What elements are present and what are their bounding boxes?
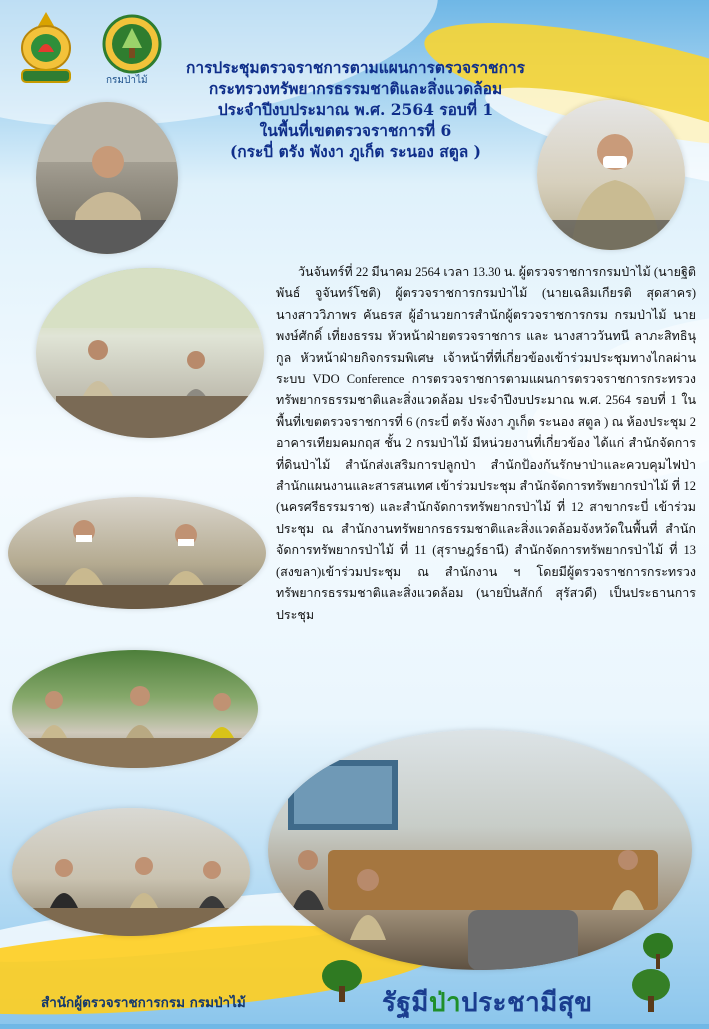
photo-official-portrait [537, 100, 685, 250]
title-line: (กระบี่ ตรัง พังงา ภูเก็ต ระนอง สตูล ) [229, 142, 482, 161]
slogan [382, 982, 593, 1023]
photo-conference-room [268, 730, 692, 970]
tree-icon [628, 966, 674, 1014]
photo-meeting-group [12, 808, 250, 936]
person-figure [36, 102, 178, 254]
department-caption: กรมป่าไม้ [106, 75, 148, 86]
title-line: ประจำปีงบประมาณ พ.ศ. 2564 รอบที่ 1 [217, 100, 494, 119]
photo-meeting-participants [8, 497, 266, 609]
article-paragraph: วันจันทร์ที่ 22 มีนาคม 2564 เวลา 13.30 น. ผู้ตรวจราชการกรมป่าไม้ (นายฐิติพันธ์ จูจันทร์โชติ) ผู้ตรวจราชการกรมป่าไม้ (นายเฉลิมเกียรติ สุดสาคร) นางสาววิภาพร คันธรส ผู้อำนวยการสำนักผู้ตรวจราชการกรม กรมป่าไม้ นายพงษ์ศักดิ์ เที่ยงธรรม หัวหน้าฝ่ายตรวจราชการ และ นางสาววันทนี ลาภะสิทธินุกูล หัวหน้าฝ่ายกิจกรรมพิเศษ เจ้าหน้าที่ที่เกี่ยวข้องเข้าร่วมประชุมทางไกลผ่านระบบ VDO Conference การตรวจราชการตามแผนการตรวจราชการกระทรวงทรัพยากรธรรมชาติและสิ่งแวดล้อม ประจำปีงบประมาณ พ.ศ. 2564 รอบที่ 1 ในพื้นที่เขตตรวจราชการที่ 6 (กระบี่ ตรัง พังงา ภูเก็ต ระนอง สตูล ) ณ ห้องประชุม 2 อาคารเทียมคมกฤส ชั้น 2 กรมป่าไม้ มีหน่วยงานที่เกี่ยวข้อง ได้แก่ สำนักจัดการที่ดินป่าไม้ สำนักส่งเสริมการปลูกป่า สำนักป้องกันรักษาป่าและควบคุมไฟป่า สำนักแผนงานและสารสนเทศ เข้าร่วมประชุม สำนักจัดการทรัพยากรป่าไม้ ที่ 12 (นครศรีธรรมราช) และสำนักจัดการทรัพยากรป่าไม้ ที่ 12 สาขากระบี่ เข้าร่วมประชุม ณ สำนักงานทรัพยากรธรรมชาติและสิ่งแวดล้อมจังหวัดในพื้นที่ สำนักจัดการทรัพยากรป่าไม้ ที่ 11 (สุราษฎร์ธานี) สำนักจัดการทรัพยากรป่าไม้ ที่ 13 (สงขลา)เข้าร่วมประชุม ณ สำนักงาน ฯ โดยมีผู้ตรวจราชการกระทรวงทรัพยากรธรรมชาติและสิ่งแวดล้อม (นายปิ่นสักก์ สุรัสวดี) เป็นประธานการประชุม [276, 265, 696, 622]
meeting-scene [8, 497, 266, 609]
slogan-part-highlight: ป่า [428, 988, 462, 1018]
royal-ministry-emblem-icon [10, 10, 82, 86]
meeting-scene [12, 650, 258, 768]
title-line: การประชุมตรวจราชการตามแผนการตรวจราชการ [186, 58, 525, 77]
tree-icon [640, 930, 676, 970]
photo-official-at-desk [36, 102, 178, 254]
slogan-part: ประชามีสุข [461, 988, 593, 1018]
slogan-part: รัฐมี [382, 988, 429, 1018]
page-title [168, 57, 543, 162]
photo-meeting-room-1 [36, 268, 264, 438]
footer-organization: สำนักผู้ตรวจราชการกรม กรมป่าไม้ [41, 995, 246, 1011]
person-figure [537, 100, 685, 250]
conference-scene [268, 730, 692, 970]
title-line: ในพื้นที่เขตตรวจราชการที่ 6 [259, 121, 452, 140]
meeting-scene [12, 808, 250, 936]
tree-icon [318, 956, 366, 1004]
meeting-scene [36, 268, 264, 438]
photo-meeting-table [12, 650, 258, 768]
title-line: กระทรวงทรัพยากรธรรมชาติและสิ่งแวดล้อม [208, 79, 503, 98]
